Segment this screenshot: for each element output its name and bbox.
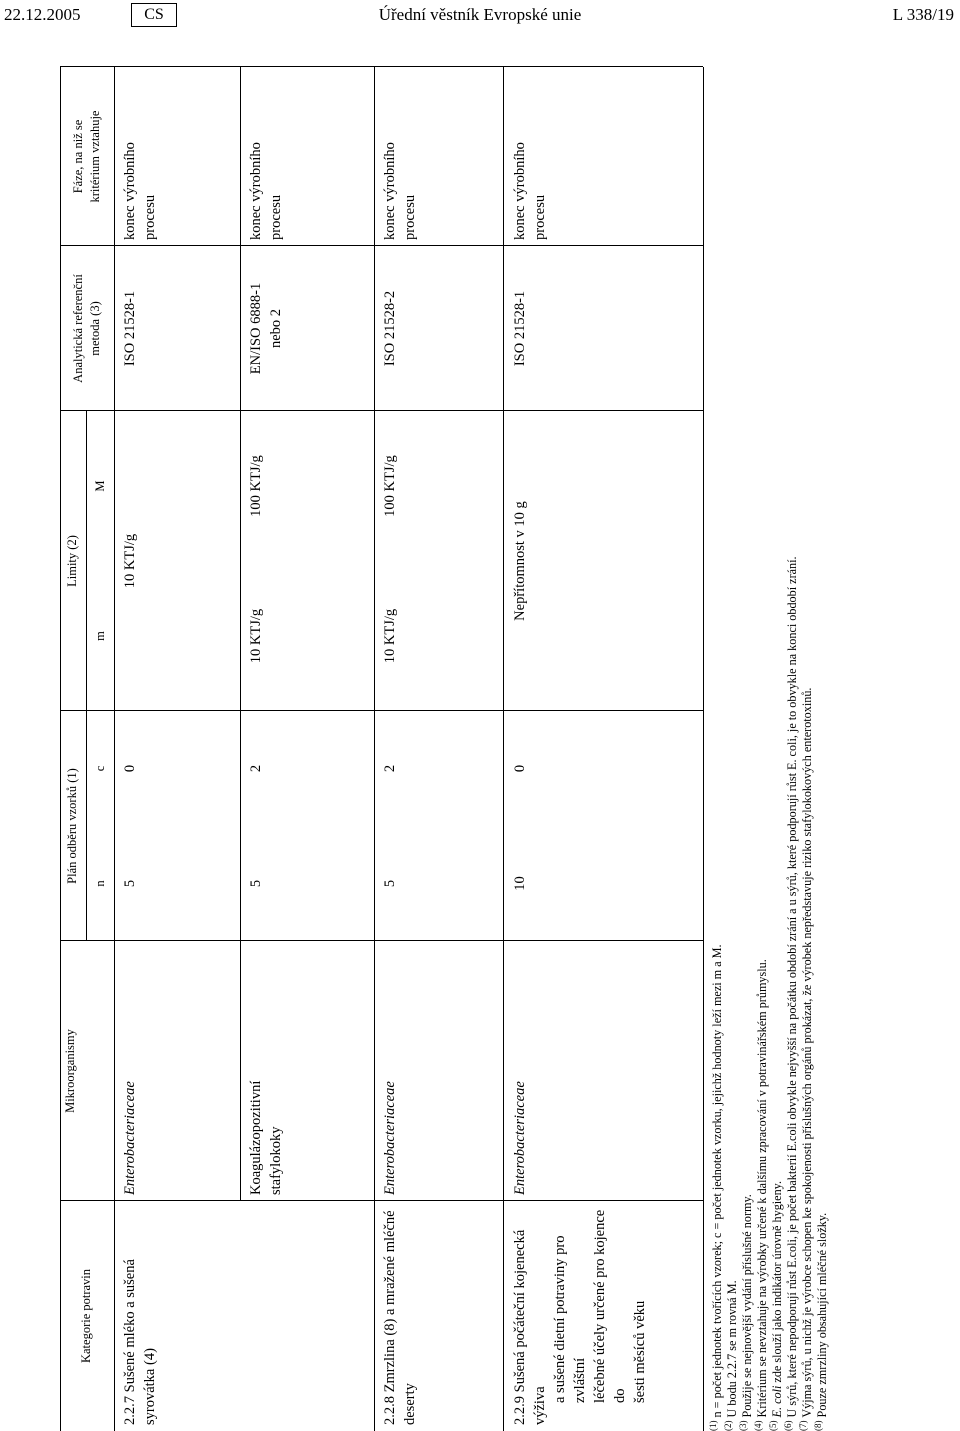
row1b-micro: Koagulázopozitivní stafylokoky (248, 1080, 284, 1195)
row2-bottom-rule (503, 67, 504, 1431)
footnote-2: $^{(2)}$ U bodu 2.2.7 se m rovná M. (722, 1280, 739, 1431)
header-bottom-rule (114, 67, 115, 1431)
row3-category: 2.2.9 Sušená počáteční kojenecká výživa a sušené dietní potraviny pro zvláštní léčebné účely určené pro kojence do šesti měsíců věku (512, 1209, 648, 1425)
micro-divider (240, 67, 241, 1201)
row3-method: ISO 21528-1 (512, 290, 528, 367)
col-rule-1 (60, 1200, 703, 1201)
row1-n: 5 (122, 879, 138, 888)
row1-category: 2.2.7 Sušené mléko a sušená syrovátka (4) (122, 1259, 158, 1425)
row3-micro: Enterobacteriaceae (512, 1081, 528, 1195)
header-microorganisms: Mikroorganismy (63, 1029, 77, 1113)
footnote-5: $^{(5)}$ E. coli zde slouží jako indikátor úrovně hygieny. (767, 1180, 784, 1431)
publication-date: 22.12.2005 (4, 5, 81, 24)
row3-c: 0 (512, 764, 528, 773)
col-rule-6 (60, 66, 703, 67)
row2-m: 10 KTJ/g (382, 608, 398, 664)
footnote-7: $^{(7)}$ Výjma sýrů, u nichž je výrobce schopen ke spokojenosti příslušných orgánů prokázat, že výrobek nepředstavuje riziko stafylokokových enterotoxinů. (797, 687, 814, 1431)
header-M: M (93, 480, 107, 492)
rotated-page-content (0, 67, 960, 1431)
footnote-4: $^{(4)}$ Kritérium se nevztahuje na výrobky určené k dalšímu zpracování v potravinářském průmyslu. (752, 959, 769, 1431)
row1b-m: 10 KTJ/g (248, 608, 264, 664)
row2-method: ISO 21528-2 (382, 290, 398, 367)
page-header (0, 0, 960, 34)
header-method: Analytická referenční metoda (3) (71, 274, 102, 383)
header-sampling-plan: Plán odběru vzorků (1) (65, 768, 79, 884)
header-n: n (93, 880, 107, 887)
row2-n: 5 (382, 879, 398, 888)
row2-c: 2 (382, 764, 398, 773)
row3-limit: Nepřítomnost v 10 g (512, 501, 528, 621)
footnotes (707, 67, 960, 1431)
header-category: Kategorie potravin (79, 1268, 93, 1364)
row1-limit: 10 KTJ/g (122, 533, 138, 589)
row1b-method: EN/ISO 6888-1 nebo 2 (248, 282, 284, 375)
row3-stage: konec výrobního procesu (512, 142, 548, 240)
language-badge: CS (131, 3, 177, 27)
header-m: m (93, 631, 107, 641)
page-number: L 338/19 (892, 5, 954, 24)
row1b-c: 2 (248, 764, 264, 773)
journal-title: Úřední věstník Evropské unie (378, 5, 582, 24)
row1-c: 0 (122, 764, 138, 773)
row2-stage: konec výrobního procesu (382, 142, 418, 240)
row1-stage: konec výrobního procesu (122, 142, 158, 240)
footnote-8: $^{(8)}$ Pouze zmrzliny obsahující mléčné složky. (812, 1212, 829, 1431)
table-bottom-rule (703, 67, 704, 1431)
footnote-6: $^{(6)}$ U sýrů, které nepodporují růst E.coli, je počet bakterií E.coli obvykle nejvyšší na počátku období zrání a u sýrů, které podporují růst E. coli, je to obvykle na konci období zrání. (782, 556, 799, 1431)
row1b-M: 100 KTJ/g (248, 455, 264, 517)
row1b-stage: konec výrobního procesu (248, 142, 284, 240)
footnote-3: $^{(3)}$ Použije se nejnovější vydání příslušné normy. (737, 1194, 754, 1431)
table-top-rule (60, 67, 61, 1431)
subheader-rule (86, 411, 87, 941)
row1-method: ISO 21528-1 (122, 290, 138, 367)
header-limits: Limity (2) (65, 535, 79, 587)
row2-M: 100 KTJ/g (382, 455, 398, 517)
header-c: c (93, 765, 107, 772)
row2-micro: Enterobacteriaceae (382, 1081, 398, 1195)
footnote-1: $^{(1)}$ n = počet jednotek tvořících vzorek; c = počet jednotek vzorku, jejichž hodnoty leží mezi m a M. (707, 944, 724, 1431)
row2-category: 2.2.8 Zmrzlina (8) a mražené mléčné deserty (382, 1210, 418, 1425)
header-stage: Fáze, na niž se kritérium vztahuje (71, 110, 102, 203)
row1-bottom-rule (374, 67, 375, 1431)
row1b-n: 5 (248, 879, 264, 888)
row1-micro: Enterobacteriaceae (122, 1081, 138, 1195)
row3-n: 10 (512, 876, 528, 891)
